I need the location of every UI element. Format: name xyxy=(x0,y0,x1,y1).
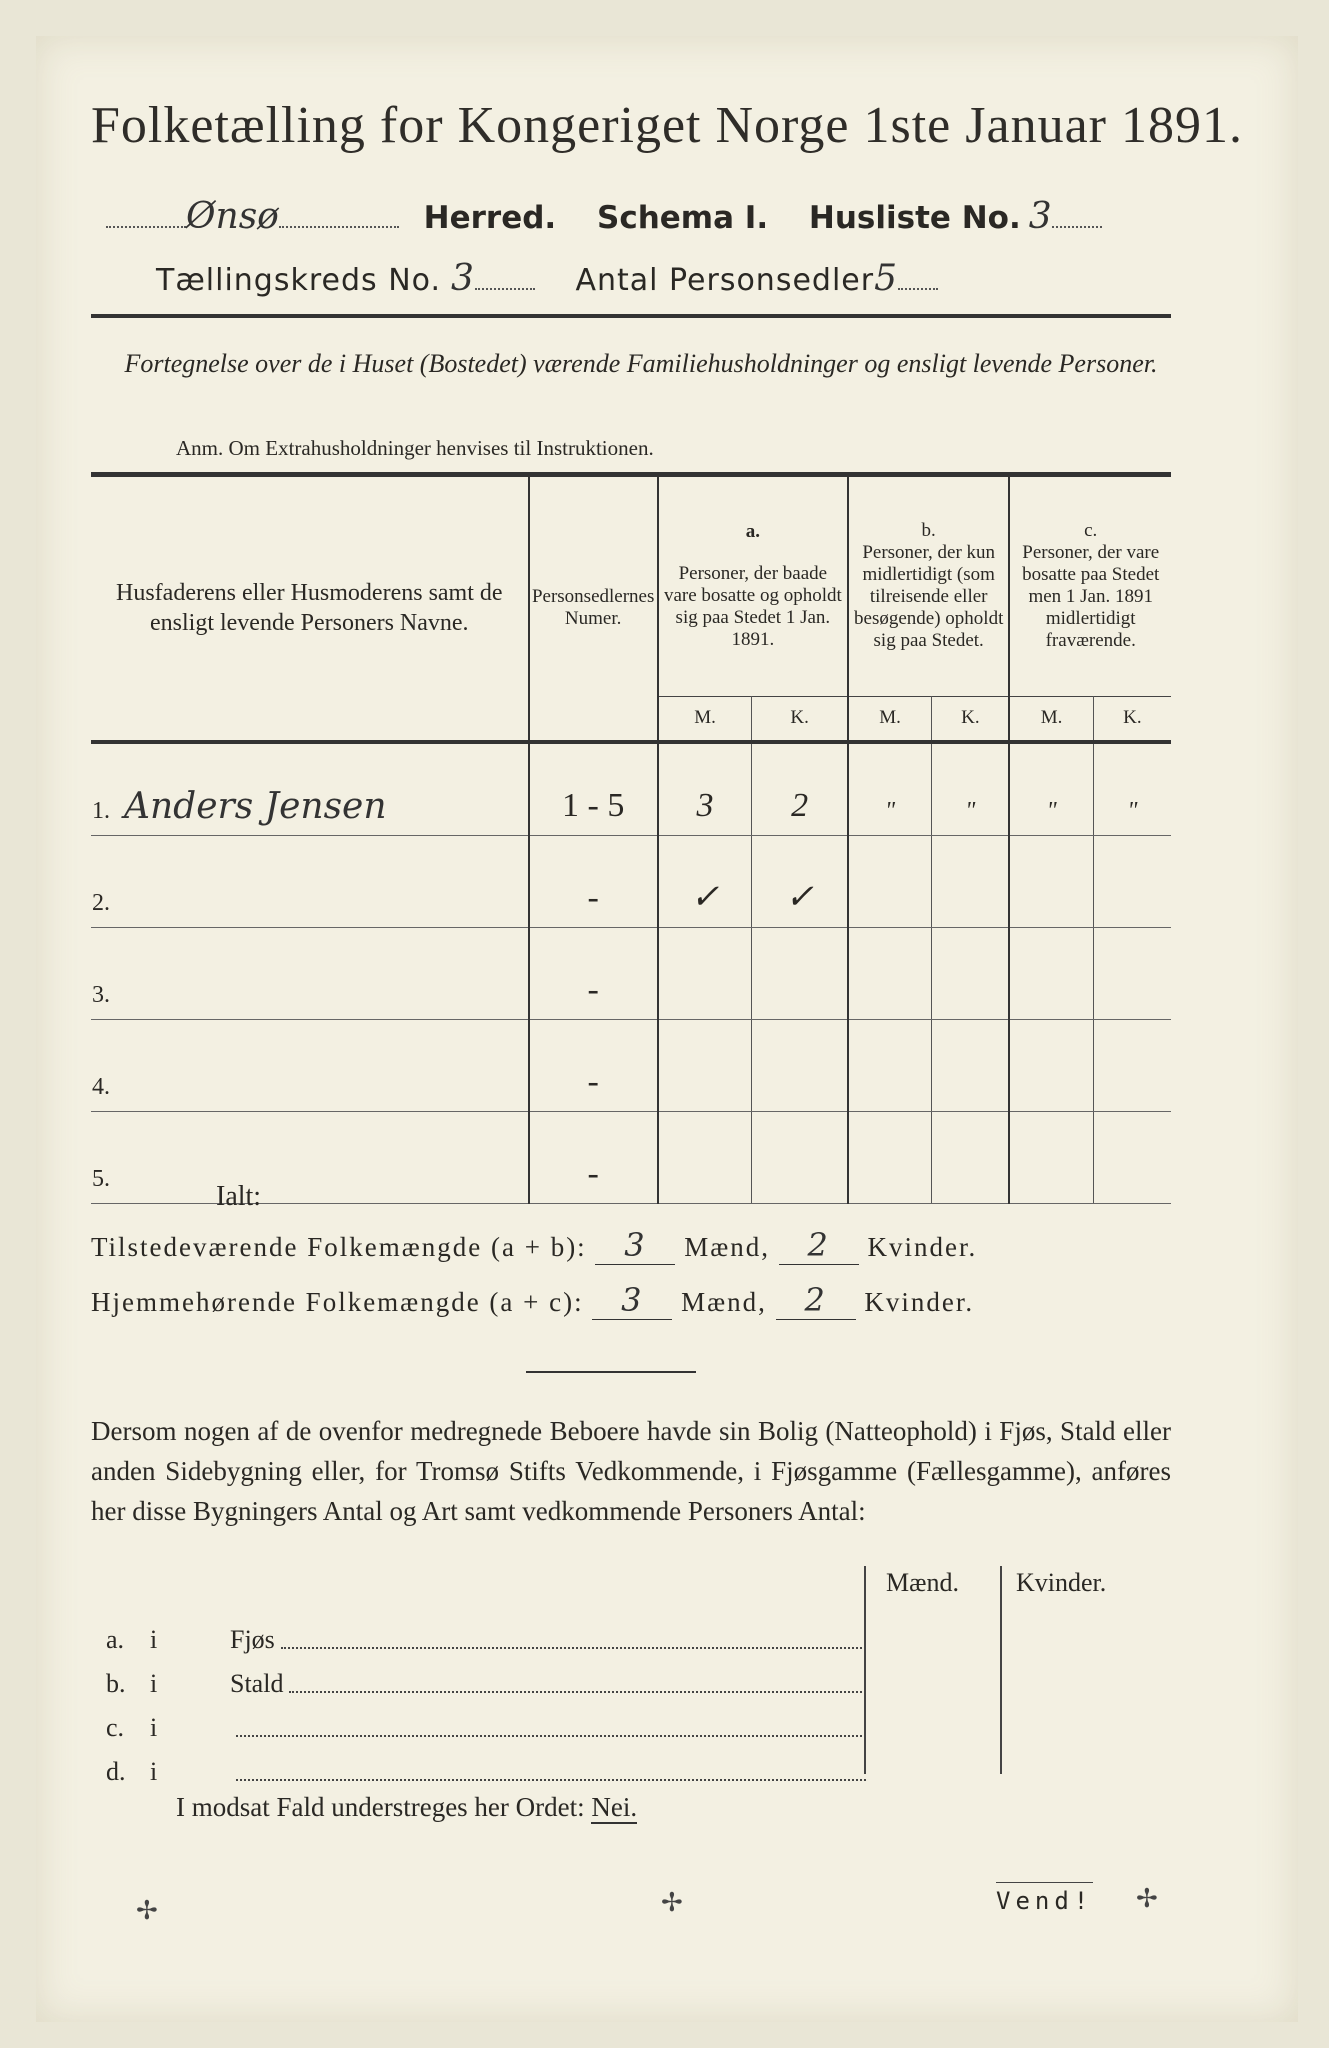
tilstede-kvinder-value: 2 xyxy=(779,1226,859,1265)
table-row xyxy=(91,1020,1171,1112)
hjemme-kvinder-value: 2 xyxy=(776,1281,856,1320)
col-b-header xyxy=(848,476,1010,696)
corner-mark-center: ✢ xyxy=(661,1888,683,1918)
row-number: 1. xyxy=(92,798,110,824)
building-i: i xyxy=(150,1625,158,1654)
building-i: i xyxy=(150,1669,158,1698)
row-a-k-cell xyxy=(752,1020,848,1112)
row-b-k-cell xyxy=(932,836,1010,928)
row-name-cell xyxy=(91,836,529,928)
hjemme-maend-value: 3 xyxy=(592,1281,672,1320)
fortegnelse-text: Fortegnelse over de i Huset (Bostedet) værende Familiehusholdninger og ensligt levende Personer. xyxy=(124,349,1158,378)
building-i: i xyxy=(150,1757,158,1786)
section-divider xyxy=(526,1371,696,1373)
buildings-maend-header: Mænd. xyxy=(886,1568,959,1597)
tilstede-label: Tilstedeværende Folkemængde (a + b): xyxy=(91,1232,587,1262)
building-item xyxy=(106,1611,866,1655)
tilstede-maend-value: 3 xyxy=(595,1226,675,1265)
herred-line xyxy=(106,196,1102,237)
building-letter: a. xyxy=(106,1625,125,1654)
col-c-text: Personer, der vare bosatte paa Stedet men 1 Jan. 1891 midlertidigt fraværende. xyxy=(1022,541,1160,651)
row-num-cell: 1 - 5 xyxy=(529,744,658,836)
hjemme-kvinder-label: Kvinder. xyxy=(864,1287,975,1317)
building-item xyxy=(106,1699,866,1743)
row-b-m-cell xyxy=(848,836,932,928)
row-b-m-cell xyxy=(848,1112,932,1204)
a-k-header: K. xyxy=(752,696,848,740)
modsat-text: I modsat Fald understreges her Ordet: xyxy=(176,1792,585,1822)
tilstede-line xyxy=(91,1226,977,1265)
buildings-paragraph: Dersom nogen af de ovenfor medregnede Beboere havde sin Bolig (Natteophold) i Fjøs, Stald eller anden Sidebygning eller, for Tromsø Stifts Vedkommende, i Fjøsgamme (Fællesgamme), anføres her disse Bygningers Antal og Art samt vedkommende Personers Antal: xyxy=(91,1416,1171,1526)
hjemme-line xyxy=(91,1281,974,1320)
col-name-header: Husfaderens eller Husmoderens samt de ensligt levende Personers Navne. xyxy=(116,580,503,636)
a-m-header: M. xyxy=(658,696,752,740)
buildings-kvinder-header: Kvinder. xyxy=(1016,1568,1107,1597)
row-c-k-cell xyxy=(1093,836,1171,928)
table-row xyxy=(91,744,1171,836)
col-a-header xyxy=(658,476,848,696)
herred-label: Herred. xyxy=(423,200,557,236)
household-table xyxy=(91,476,1171,1204)
row-a-k-cell xyxy=(752,1112,848,1204)
row-number: 5. xyxy=(92,1166,110,1192)
building-letter: c. xyxy=(106,1713,125,1742)
building-dotted-line xyxy=(281,1647,866,1649)
row-c-m-cell: " xyxy=(1009,744,1093,836)
kreds-label: Tællingskreds No. xyxy=(156,263,441,298)
kreds-value: 3 xyxy=(451,258,475,299)
row-name: Anders Jensen xyxy=(124,786,387,827)
building-dotted-line xyxy=(236,1735,866,1737)
c-m-header: M. xyxy=(1009,696,1093,740)
husliste-value: 3 xyxy=(1028,196,1052,237)
row-a-m-cell: 3 xyxy=(658,744,752,836)
census-form-page xyxy=(36,36,1298,2022)
ialt-label: Ialt: xyxy=(216,1181,262,1212)
b-m-header: M. xyxy=(848,696,932,740)
row-c-k-cell xyxy=(1093,928,1171,1020)
building-dotted-line xyxy=(289,1691,866,1693)
hjemme-label: Hjemmehørende Folkemængde (a + c): xyxy=(91,1287,584,1317)
row-c-m-cell xyxy=(1009,1112,1093,1204)
corner-mark-right: ✢ xyxy=(1136,1884,1158,1914)
row-num-cell: - xyxy=(529,836,658,928)
building-letter: b. xyxy=(106,1669,126,1698)
row-number: 3. xyxy=(92,982,110,1008)
row-num-cell: - xyxy=(529,1112,658,1204)
kreds-line xyxy=(156,258,938,299)
row-a-k-cell xyxy=(752,928,848,1020)
row-a-m-cell: ✓ xyxy=(658,836,752,928)
modsat-line xyxy=(176,1792,637,1823)
row-c-k-cell: " xyxy=(1093,744,1171,836)
col-b-text: Personer, der kun midlertidigt (som tilreisende eller besøgende) opholdt sig paa Stedet. xyxy=(854,541,1004,651)
row-b-k-cell xyxy=(932,1112,1010,1204)
row-c-k-cell xyxy=(1093,1112,1171,1204)
row-c-k-cell xyxy=(1093,1020,1171,1112)
table-row xyxy=(91,928,1171,1020)
building-letter: d. xyxy=(106,1757,126,1786)
header-rule xyxy=(91,314,1171,318)
row-b-k-cell: " xyxy=(932,744,1010,836)
col-a-text: Personer, der baade vare bosatte og opholdt sig paa Stedet 1 Jan. 1891. xyxy=(663,562,842,650)
col-num-header: Personsedlernes Numer. xyxy=(529,476,658,740)
c-k-header: K. xyxy=(1093,696,1171,740)
antal-value: 5 xyxy=(874,258,898,299)
row-num-cell: - xyxy=(529,928,658,1020)
col-c-letter: c. xyxy=(1084,519,1098,541)
col-a-letter: a. xyxy=(745,520,760,542)
building-label: Stald xyxy=(230,1669,284,1698)
row-c-m-cell xyxy=(1009,836,1093,928)
row-name-cell xyxy=(91,928,529,1020)
row-a-m-cell xyxy=(658,1020,752,1112)
buildings-list xyxy=(106,1611,866,1787)
row-b-m-cell: " xyxy=(848,744,932,836)
table-rows xyxy=(91,744,1171,1204)
row-b-m-cell xyxy=(848,1020,932,1112)
table-row xyxy=(91,836,1171,928)
row-a-m-cell xyxy=(658,928,752,1020)
hjemme-maend-label: Mænd, xyxy=(681,1287,767,1317)
form-title: Folketælling for Kongeriget Norge 1ste Januar 1891. xyxy=(91,97,1243,154)
row-name-cell xyxy=(91,1112,529,1204)
anm-note: Anm. Om Extrahusholdninger henvises til Instruktionen. xyxy=(176,436,654,460)
schema-label: Schema I. xyxy=(597,200,769,236)
nei-word: Nei. xyxy=(591,1792,638,1822)
row-c-m-cell xyxy=(1009,928,1093,1020)
herred-value: Ønsø xyxy=(186,196,279,237)
row-number: 4. xyxy=(92,1074,110,1100)
row-b-k-cell xyxy=(932,1020,1010,1112)
tilstede-kvinder-label: Kvinder. xyxy=(867,1232,978,1262)
b-k-header: K. xyxy=(932,696,1010,740)
building-item xyxy=(106,1743,866,1787)
row-name-cell xyxy=(91,744,529,836)
antal-label: Antal Personsedler xyxy=(575,263,875,298)
row-number: 2. xyxy=(92,890,110,916)
building-label: Fjøs xyxy=(230,1625,275,1654)
row-b-k-cell xyxy=(932,928,1010,1020)
row-b-m-cell xyxy=(848,928,932,1020)
corner-mark-left: ✢ xyxy=(136,1896,158,1926)
vend-text: Vend! xyxy=(996,1882,1093,1915)
building-i: i xyxy=(150,1713,158,1742)
row-a-k-cell: 2 xyxy=(752,744,848,836)
tilstede-maend-label: Mænd, xyxy=(684,1232,770,1262)
buildings-divider-right xyxy=(1000,1566,1002,1774)
col-c-header xyxy=(1009,476,1171,696)
row-name-cell xyxy=(91,1020,529,1112)
row-a-m-cell xyxy=(658,1112,752,1204)
col-b-letter: b. xyxy=(921,519,936,541)
building-dotted-line xyxy=(236,1779,866,1781)
row-a-k-cell: ✓ xyxy=(752,836,848,928)
row-c-m-cell xyxy=(1009,1020,1093,1112)
building-item xyxy=(106,1655,866,1699)
row-num-cell: - xyxy=(529,1020,658,1112)
husliste-label: Husliste No. xyxy=(808,200,1021,236)
